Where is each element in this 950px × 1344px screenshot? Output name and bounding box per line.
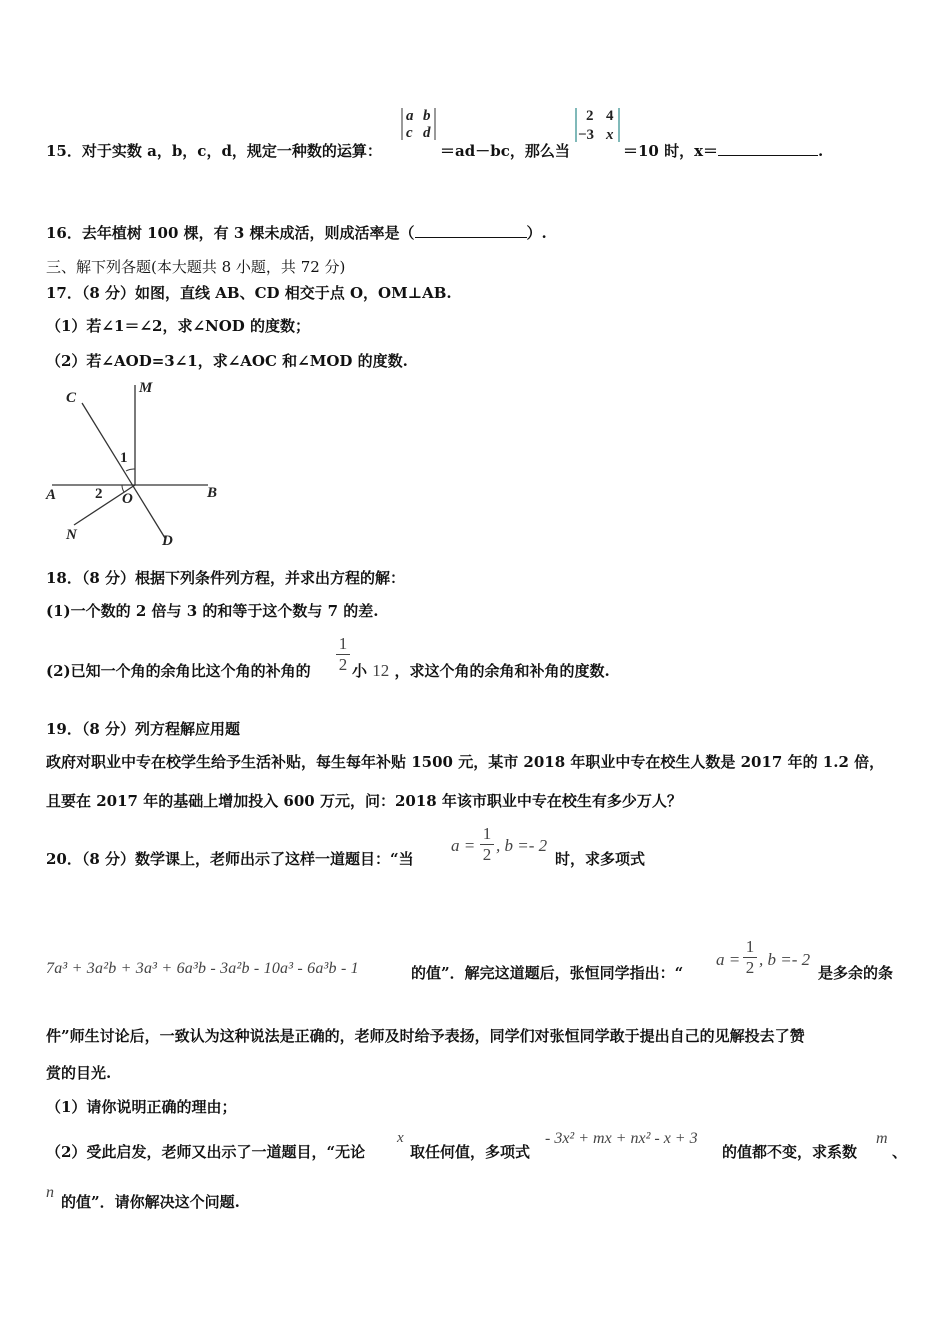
q16-answer-blank[interactable] (415, 237, 527, 238)
q20-cond-b: , b =- 2 (496, 836, 548, 855)
q18-part2-a: (2)已知一个角的余角比这个角的补角的 (46, 662, 311, 680)
q16-line: 16．去年植树 100 棵，有 3 棵未成活，则成活率是（ ）. (46, 224, 547, 242)
q20-part2-e: 的值”．请你解决这个问题. (61, 1193, 240, 1211)
det-def-c: c (406, 125, 413, 141)
q20-part2-a: （2）受此启发，老师又出示了一道题目，“无论 (46, 1143, 366, 1161)
q20-after-cond: 是多余的条 (818, 964, 894, 982)
q18-frac-num: 1 (338, 634, 348, 653)
label-a: A (46, 487, 57, 503)
label-o: O (122, 491, 133, 507)
det-ex-a: 2 (586, 108, 594, 124)
q17-figure (40, 375, 230, 554)
q15-det-example (573, 106, 623, 148)
q18-part1: (1)一个数的 2 倍与 3 的和等于这个数与 7 的差. (46, 602, 379, 620)
label-angle-2: 2 (95, 486, 103, 502)
det-ex-c: −3 (578, 127, 595, 143)
q18-frac-den: 2 (338, 655, 348, 674)
label-d: D (162, 533, 173, 549)
q20-var-x: x (397, 1130, 404, 1146)
q20-part2-b: 取任何值，多项式 (410, 1143, 531, 1161)
q17-part1: （1）若∠1＝∠2，求∠NOD 的度数； (46, 317, 311, 335)
q19-stem: 19．（8 分）列方程解应用题 (46, 720, 241, 738)
line-cd (82, 403, 165, 538)
q20-var-m: m (876, 1130, 888, 1147)
label-n: N (66, 527, 77, 543)
angle-1-arc (126, 469, 135, 471)
det-def-b: b (423, 108, 431, 124)
q15-det-def (399, 106, 439, 146)
q18-fraction (336, 634, 350, 675)
q20-fraction2: 1 2 (743, 937, 757, 978)
q20-cond2-b: , b =- 2 (759, 950, 811, 969)
det-def-d: d (423, 125, 431, 141)
q20-polynomial: 7a³ + 3a²b + 3a³ + 6a³b - 3a²b - 10a³ - 6a³b - 1 (46, 960, 359, 977)
q20-fraction: 1 2 (480, 824, 494, 865)
q20-stem-b: 时，求多项式 (555, 850, 646, 868)
q20-part2-d: 、 (892, 1143, 908, 1161)
q19-line1: 政府对职业中专在校学生给予生活补贴，每生每年补贴 1500 元，某市 2018 年职业中专在校生人数是 2017 年的 1.2 倍， (46, 753, 885, 771)
label-b: B (207, 485, 218, 501)
q18-part2-b: 小 12 ，求这个角的余角和补角的度数. (352, 661, 610, 680)
q20-after-poly: 的值”．解完这道题后，张恒同学指出：“ (411, 964, 684, 982)
q17-part2: （2）若∠AOD=3∠1，求∠AOC 和∠MOD 的度数. (46, 352, 408, 370)
q17-stem: 17．（8 分）如图，直线 AB、CD 相交于点 O，OM⊥AB. (46, 284, 452, 302)
q15-line (46, 140, 382, 161)
q20-line3: 件”师生讨论后，一致认为这种说法是正确的，老师及时给予表扬，同学们对张恒同学敢于提出自己的见解投去了赞 (46, 1027, 805, 1045)
q20-stem-a: 20．（8 分）数学课上，老师出示了这样一道题目：“当 (46, 850, 414, 868)
det-def-a: a (406, 108, 414, 124)
label-angle-1: 1 (120, 450, 128, 466)
q20-line4: 赏的目光. (46, 1064, 112, 1082)
det-ex-d: x (606, 127, 614, 143)
q20-polynomial2: - 3x² + mx + nx² - x + 3 (545, 1130, 698, 1147)
q18-stem: 18．（8 分）根据下列条件列方程，并求出方程的解： (46, 569, 406, 587)
section-heading: 三、解下列各题(本大题共 8 小题，共 72 分) (46, 258, 346, 276)
q20-part1: （1）请你说明正确的理由； (46, 1098, 237, 1116)
q20-var-n: n (46, 1184, 54, 1201)
q19-line2: 且要在 2017 年的基础上增加投入 600 万元，问：2018 年该市职业中专在校生有多少万人？ (46, 792, 682, 810)
q20-cond-a: a = (451, 836, 476, 855)
q18-value: 12 (372, 661, 390, 680)
q20-part2-c: 的值都不变，求系数 (722, 1143, 858, 1161)
label-m: M (139, 380, 153, 396)
q15-prefix: 15．对于实数 a，b，c，d，规定一种数的运算： (46, 142, 382, 160)
det-ex-b: 4 (606, 108, 614, 124)
label-c: C (66, 390, 77, 406)
q20-cond2-a: a = (716, 950, 741, 969)
q15-answer-blank[interactable] (718, 155, 818, 156)
q15-middle: ＝ad－bc，那么当 (440, 142, 570, 160)
q15-suffix: ＝10 时，x＝ . (623, 142, 824, 160)
